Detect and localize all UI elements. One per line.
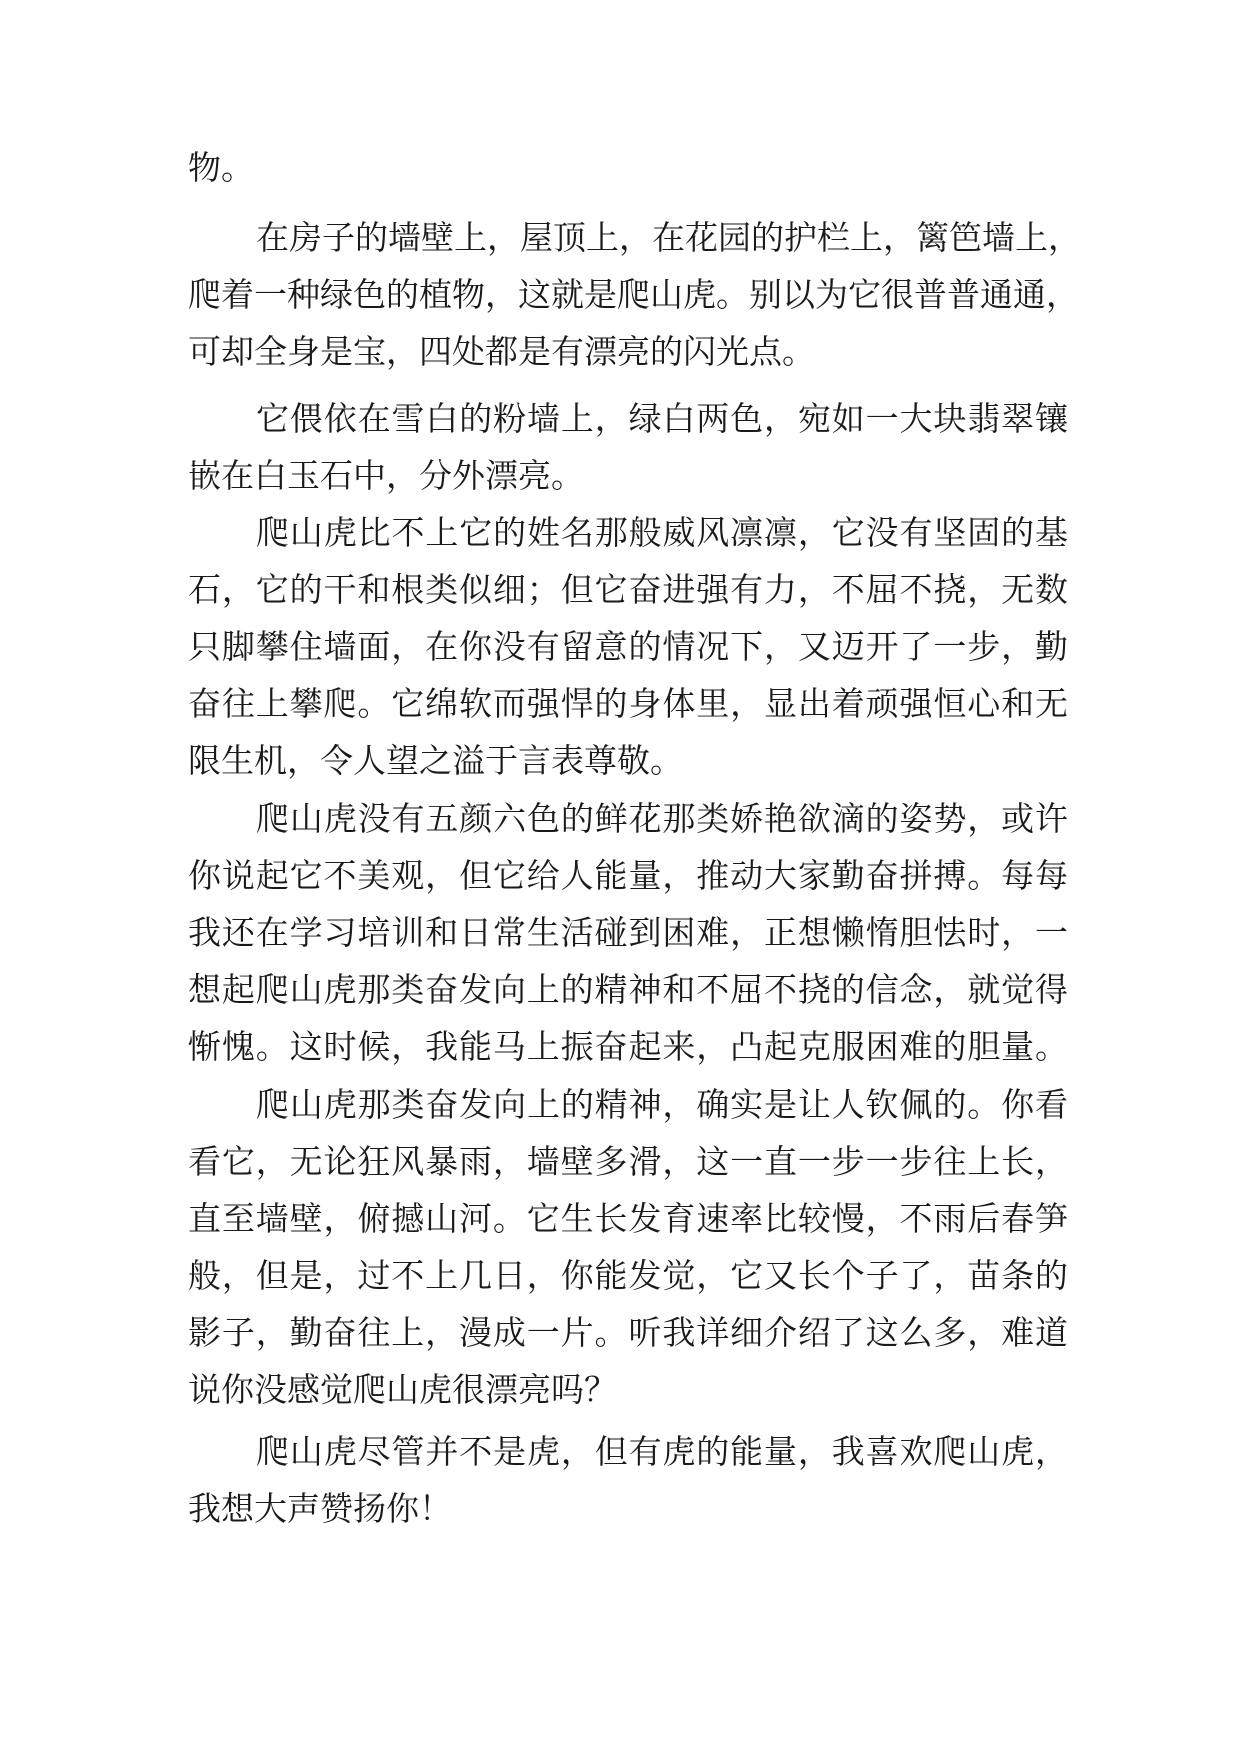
text-line-10: 奋往上攀爬。它绵软而强悍的身体里，显出着顽强恒心和无 xyxy=(188,684,1068,723)
text-line-16: 惭愧。这时候，我能马上振奋起来，凸起克服困难的胆量。 xyxy=(188,1027,1068,1066)
text-line-21: 影子，勤奋往上，漫成一片。听我详细介绍了这么多，难道 xyxy=(188,1313,1068,1352)
text-line-17: 爬山虎那类奋发向上的精神，确实是让人钦佩的。你看 xyxy=(256,1085,1068,1124)
text-line-13: 你说起它不美观，但它给人能量，推动大家勤奋拼搏。每每 xyxy=(188,856,1068,895)
text-line-24: 我想大声赞扬你！ xyxy=(188,1489,452,1528)
text-line-11: 限生机，令人望之溢于言表尊敬。 xyxy=(188,741,683,780)
text-line-3: 爬着一种绿色的植物，这就是爬山虎。别以为它很普普通通， xyxy=(188,275,1079,314)
text-line-18: 看它，无论狂风暴雨，墙壁多滑，这一直一步一步往上长， xyxy=(188,1142,1068,1181)
text-line-22: 说你没感觉爬山虎很漂亮吗？ xyxy=(188,1370,617,1409)
text-line-5: 它偎依在雪白的粉墙上，绿白两色，宛如一大块翡翠镶 xyxy=(256,399,1068,438)
text-line-15: 想起爬山虎那类奋发向上的精神和不屈不挠的信念，就觉得 xyxy=(188,970,1068,1009)
text-line-2: 在房子的墙壁上，屋顶上，在花园的护栏上，篱笆墙上， xyxy=(256,218,1081,257)
text-line-1: 物。 xyxy=(188,148,254,187)
text-line-20: 般，但是，过不上几日，你能发觉，它又长个子了，苗条的 xyxy=(188,1256,1068,1295)
text-line-6: 嵌在白玉石中，分外漂亮。 xyxy=(188,456,584,495)
text-line-9: 只脚攀住墙面，在你没有留意的情况下，又迈开了一步，勤 xyxy=(188,627,1068,666)
text-line-7: 爬山虎比不上它的姓名那般威风凛凛，它没有坚固的基 xyxy=(256,513,1068,552)
text-line-4: 可却全身是宝，四处都是有漂亮的闪光点。 xyxy=(188,332,815,371)
text-line-8: 石，它的干和根类似细；但它奋进强有力，不屈不挠，无数 xyxy=(188,570,1068,609)
text-line-19: 直至墙壁，俯撼山河。它生长发育速率比较慢，不雨后春笋 xyxy=(188,1199,1068,1238)
text-line-14: 我还在学习培训和日常生活碰到困难，正想懒惰胆怯时，一 xyxy=(188,913,1068,952)
text-line-12: 爬山虎没有五颜六色的鲜花那类娇艳欲滴的姿势，或许 xyxy=(256,799,1068,838)
text-line-23: 爬山虎尽管并不是虎，但有虎的能量，我喜欢爬山虎， xyxy=(256,1432,1068,1471)
